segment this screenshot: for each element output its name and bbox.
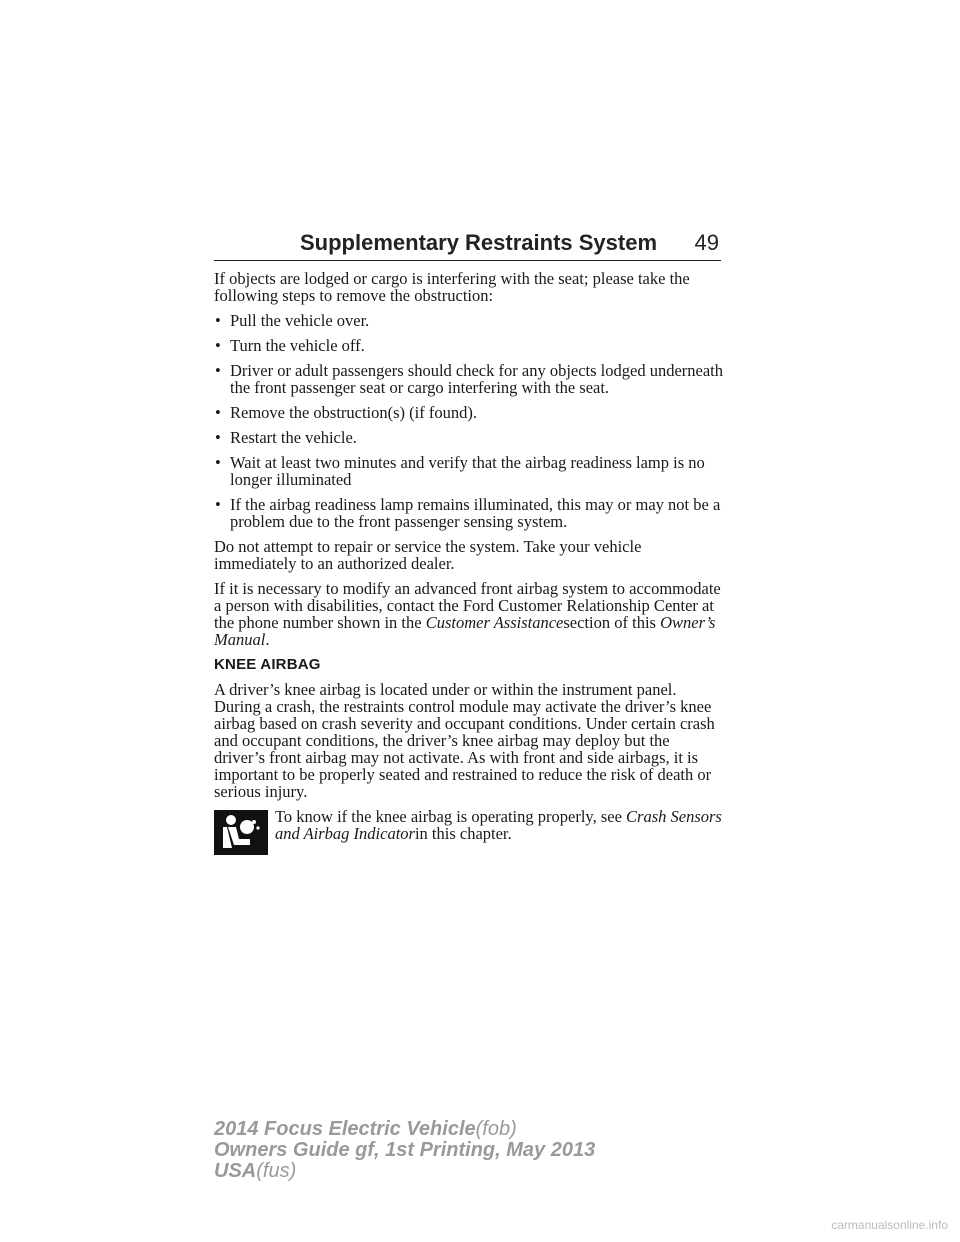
bullet-icon: • bbox=[215, 361, 221, 380]
owners-manual-ref: Owner’s Manual bbox=[214, 613, 716, 649]
footer-line-1 bbox=[214, 1119, 595, 1140]
modify-end: . bbox=[265, 630, 270, 649]
note-text: To know if the knee airbag is operating properly, see bbox=[275, 807, 627, 826]
list-item bbox=[214, 312, 724, 329]
list-item bbox=[214, 362, 724, 396]
knee-airbag-paragraph: A driver’s knee airbag is located under or within the instrument panel. During a crash, the restraints control module may activate the driver’s knee airbag based on crash severity and occupant conditions. Under certain crash and occupant conditions, the driver’s knee airbag may deploy but the driver’s front airbag may not activate. As with front and side airbags, it is important to be properly seated and restrained to reduce the risk of death or serious injury. bbox=[214, 680, 715, 801]
watermark: carmanualsonline.info bbox=[831, 1218, 948, 1232]
list-item-text: Driver or adult passengers should check for any objects lodged underneath the front passenger seat or cargo interfering with the seat. bbox=[230, 361, 724, 397]
bullet-icon: • bbox=[215, 403, 221, 422]
list-item bbox=[214, 404, 724, 421]
list-item-text: Remove the obstruction(s) (if found). bbox=[230, 403, 477, 422]
modify-paragraph bbox=[214, 580, 724, 648]
section-title: Supplementary Restraints System bbox=[300, 230, 658, 255]
list-item-text: Wait at least two minutes and verify that the airbag readiness lamp is no longer illuminated bbox=[230, 453, 705, 489]
bullet-icon: • bbox=[215, 495, 221, 514]
list-item-text: Turn the vehicle off. bbox=[230, 336, 365, 355]
page-body bbox=[214, 270, 724, 848]
bullet-icon: • bbox=[215, 311, 221, 330]
footer-line-3 bbox=[214, 1161, 595, 1182]
footer-vehicle: 2014 Focus Electric Vehicle bbox=[214, 1118, 476, 1140]
footer-market-code: (fus) bbox=[256, 1160, 297, 1182]
footer-line-2: Owners Guide gf, 1st Printing, May 2013 bbox=[214, 1139, 596, 1161]
intro-paragraph: If objects are lodged or cargo is interfering with the seat; please take the following steps to remove the obstruction: bbox=[214, 269, 690, 305]
airbag-icon bbox=[214, 810, 268, 855]
footer-market: USA bbox=[214, 1160, 257, 1182]
modify-mid: section of this bbox=[563, 613, 661, 632]
bullet-icon: • bbox=[215, 428, 221, 447]
note-end: in this chapter. bbox=[414, 824, 512, 843]
page-header bbox=[214, 228, 721, 261]
steps-list bbox=[214, 312, 724, 530]
knee-airbag-heading: KNEE AIRBAG bbox=[214, 656, 321, 673]
customer-assistance-ref: Customer Assistance bbox=[425, 613, 564, 632]
list-item-text: Pull the vehicle over. bbox=[230, 311, 370, 330]
footer-vehicle-code: (fob) bbox=[475, 1118, 517, 1140]
modify-text: If it is necessary to modify an advanced front airbag system to accommodate a person with disabilities, contact the Ford Customer Relationship Center at the phone number shown in the bbox=[214, 579, 721, 632]
list-item bbox=[214, 337, 724, 354]
service-paragraph: Do not attempt to repair or service the system. Take your vehicle immediately to an authorized dealer. bbox=[214, 537, 642, 573]
page-number: 49 bbox=[694, 230, 719, 255]
list-item bbox=[214, 454, 724, 488]
list-item bbox=[214, 496, 724, 530]
crash-sensors-ref: Crash Sensors and Airbag Indicator bbox=[275, 807, 722, 843]
bullet-icon: • bbox=[215, 336, 221, 355]
bullet-icon: • bbox=[215, 453, 221, 472]
airbag-indicator-note bbox=[214, 808, 724, 848]
list-item-text: Restart the vehicle. bbox=[230, 428, 357, 447]
list-item-text: If the airbag readiness lamp remains illuminated, this may or may not be a problem due to the front passenger sensing system. bbox=[230, 495, 721, 531]
page-footer bbox=[214, 1119, 595, 1182]
list-item bbox=[214, 429, 724, 446]
